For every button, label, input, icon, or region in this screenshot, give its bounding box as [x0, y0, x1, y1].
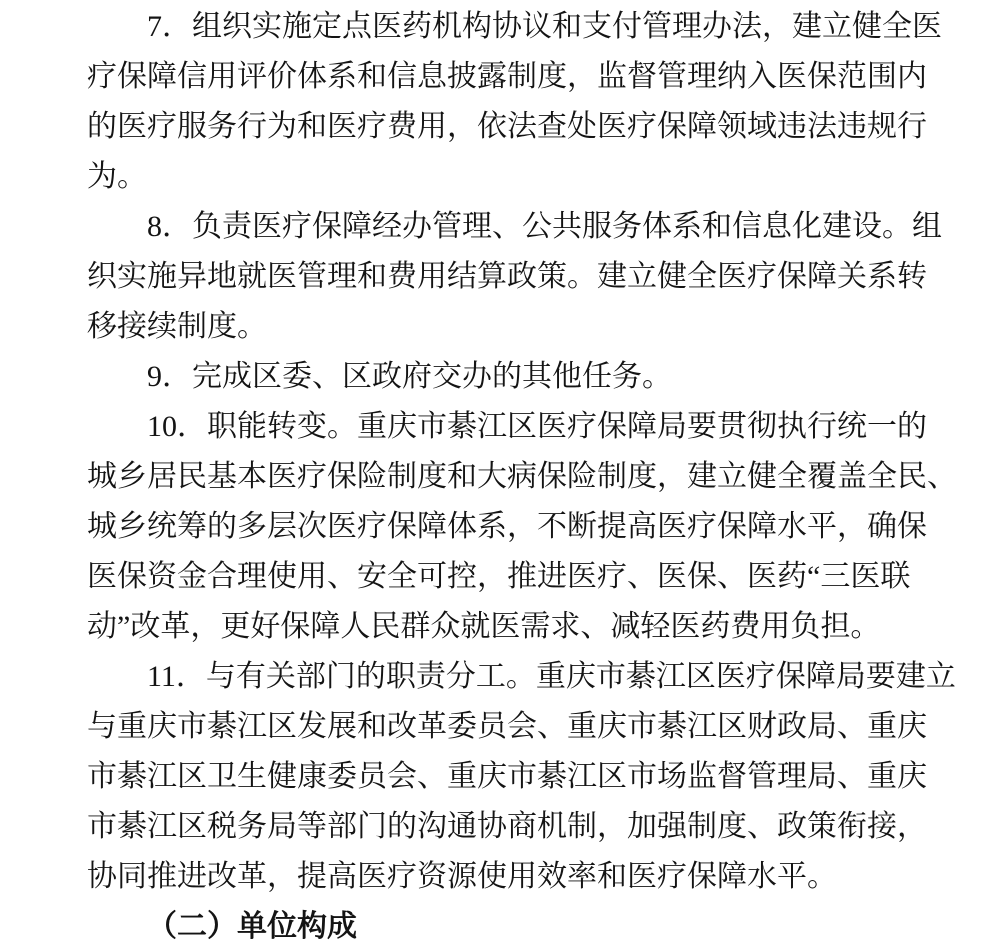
text-line: 医保资金合理使用、安全可控，推进医疗、医保、医药“三医联: [87, 560, 911, 593]
text-line: 为。: [87, 160, 147, 193]
text-line: 疗保障信用评价体系和信息披露制度，监督管理纳入医保范围内: [87, 60, 927, 93]
text-line: 市綦江区税务局等部门的沟通协商机制，加强制度、政策衔接，: [87, 810, 927, 843]
text-line: 的医疗服务行为和医疗费用，依法查处医疗保障领域违法违规行: [87, 110, 927, 143]
section-heading: （二）单位构成: [147, 910, 357, 943]
text-line: 11．与有关部门的职责分工。重庆市綦江区医疗保障局要建立: [147, 660, 956, 693]
text-line: 与重庆市綦江区发展和改革委员会、重庆市綦江区财政局、重庆: [87, 710, 927, 743]
paragraph-item-10: [87, 402, 957, 652]
text-line: 动”改革，更好保障人民群众就医需求、减轻医药费用负担。: [87, 610, 881, 643]
paragraph-item-9: [87, 352, 910, 402]
text-line: 织实施异地就医管理和费用结算政策。建立健全医疗保障关系转: [87, 260, 927, 293]
text-line: 10．职能转变。重庆市綦江区医疗保障局要贯彻执行统一的: [147, 410, 927, 443]
paragraph-item-11: [87, 652, 956, 902]
text-line: 协同推进改革，提高医疗资源使用效率和医疗保障水平。: [87, 860, 837, 893]
text-line: 9．完成区委、区政府交办的其他任务。: [147, 360, 672, 393]
text-line: 移接续制度。: [87, 310, 267, 343]
paragraph-item-8: [87, 202, 942, 352]
text-line: 7．组织实施定点医药机构协议和支付管理办法，建立健全医: [147, 10, 942, 43]
text-line: 市綦江区卫生健康委员会、重庆市綦江区市场监督管理局、重庆: [87, 760, 927, 793]
text-line: 8．负责医疗保障经办管理、公共服务体系和信息化建设。组: [147, 210, 942, 243]
paragraph-item-7: [87, 2, 942, 202]
section-heading-unit-composition: [87, 902, 910, 952]
text-line: 城乡统筹的多层次医疗保障体系，不断提高医疗保障水平，确保: [87, 510, 927, 543]
text-line: 城乡居民基本医疗保险制度和大病保险制度，建立健全覆盖全民、: [87, 460, 957, 493]
